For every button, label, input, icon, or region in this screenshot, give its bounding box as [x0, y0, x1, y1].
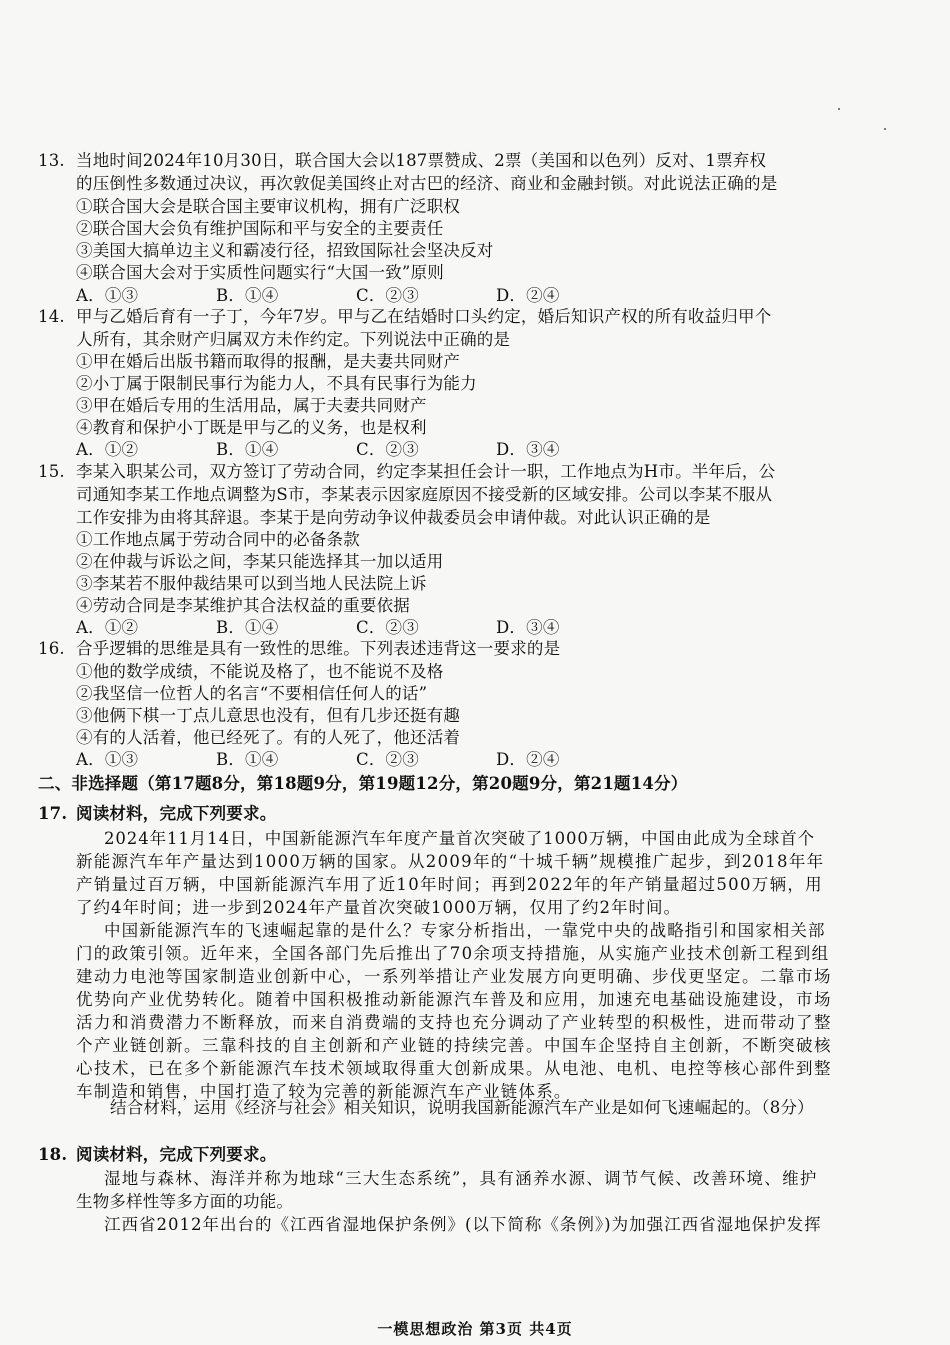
q15-item-2: ②在仲裁与诉讼之间，李某只能选择其一加以适用	[76, 552, 444, 571]
q16-stem-line1: 16. 合乎逻辑的思维是具有一致性的思维。下列表述违背这一要求的是	[38, 639, 561, 658]
q15-stem-line1: 15. 李某入职某公司，双方签订了劳动合同，约定李某担任会计一职，工作地点为H市。半年后，公	[38, 462, 776, 481]
q16-item-4: ④有的人活着，他已经死了。有的人死了，他还活着	[76, 728, 461, 747]
q18-para1-line1: 湿地与森林、海洋并称为地球“三大生态系统”，具有涵养水源、调节气候、改善环境、维护	[104, 1169, 818, 1188]
q13-stem-line2: 的压倒性多数通过决议，再次敦促美国终止对古巴的经济、商业和金融封锁。对此说法正确的是	[76, 174, 778, 193]
q14-item-2: ②小丁属于限制民事行为能力人，不具有民事行为能力	[76, 374, 477, 393]
q17-para2-line5: 活力和消费潜力不断释放，而来自消费端的支持也充分调动了产业转型的积极性，进而带动了整	[76, 1013, 832, 1032]
q16-option-d: D．②④	[496, 750, 560, 769]
q14-option-d: D．③④	[496, 440, 560, 459]
q17-para1-line1: 2024年11月14日，中国新能源汽车年度产量首次突破了1000万辆，中国由此成为全球首个	[104, 829, 815, 848]
q15-options	[76, 617, 560, 639]
q17-task: 结合材料，运用《经济与社会》相关知识，说明我国新能源汽车产业是如何飞速崛起的。（8分）	[110, 1098, 814, 1117]
q17-para1-line2: 新能源汽车年产量达到1000万辆的国家。从2009年的“十城千辆”规模推广起步，到2018年年	[76, 852, 825, 871]
q17-para1-line4: 了约4年时间；进一步到2024年产量首次突破1000万辆，仅用了约2年时间。	[76, 898, 681, 917]
q18-title: 18. 阅读材料，完成下列要求。	[38, 1145, 277, 1164]
q14-item-1: ①甲在婚后出版书籍而取得的报酬，是夫妻共同财产	[76, 352, 461, 371]
q14-stem-line1: 14. 甲与乙婚后育有一子丁，今年7岁。甲与乙在结婚时口头约定，婚后知识产权的所有收益归甲个	[38, 307, 772, 326]
q16-options	[76, 749, 560, 771]
q13-item-4: ④联合国大会对于实质性问题实行“大国一致”原则	[76, 263, 444, 282]
q14-item-4: ④教育和保护小丁既是甲与乙的义务，也是权利	[76, 418, 427, 437]
q17-para2-line6: 个产业链创新。三靠科技的自主创新和产业链的持续完善。中国车企坚持自主创新，不断突破核	[76, 1036, 832, 1055]
q17-para2-line7: 心技术，已在多个新能源汽车技术领域取得重大创新成果。从电池、电机、电控等核心部件到整	[76, 1059, 832, 1078]
q13-option-c: C．②③	[356, 286, 419, 305]
q16-option-a: A．①③	[76, 750, 139, 769]
q13-stem-line1: 13. 当地时间2024年10月30日，联合国大会以187票赞成、2票（美国和以色列）反对、1票弃权	[38, 151, 767, 170]
scan-speck	[838, 108, 840, 110]
q15-option-c: C．②③	[356, 618, 419, 637]
q15-stem-line3: 工作安排为由将其辞退。李某于是向劳动争议仲裁委员会申请仲裁。对此认识正确的是	[76, 508, 711, 527]
q13-option-b: B．①④	[216, 286, 279, 305]
q15-option-a: A．①②	[76, 618, 139, 637]
q16-option-b: B．①④	[216, 750, 279, 769]
q15-stem-line2: 司通知李某工作地点调整为S市，李某表示因家庭原因不接受新的区域安排。公司以李某不服从	[76, 485, 773, 504]
q13-option-a: A．①③	[76, 286, 139, 305]
q16-item-2: ②我坚信一位哲人的名言“不要相信任何人的话”	[76, 684, 428, 703]
q14-option-b: B．①④	[216, 440, 279, 459]
q14-options	[76, 439, 560, 461]
q17-para2-line1: 中国新能源汽车的飞速崛起靠的是什么？专家分析指出，一靠党中央的战略指引和国家相关部	[104, 921, 826, 940]
q13-item-2: ②联合国大会负有维护国际和平与安全的主要责任	[76, 219, 444, 238]
q16-item-1: ①他的数学成绩，不能说及格了，也不能说不及格	[76, 662, 444, 681]
q16-item-3: ③他俩下棋一丁点儿意思也没有，但有几步还挺有趣	[76, 706, 461, 725]
q15-item-4: ④劳动合同是李某维护其合法权益的重要依据	[76, 596, 410, 615]
q15-option-d: D．③④	[496, 618, 560, 637]
q17-para2-line2: 门的政策引领。近年来，全国各部门先后推出了70余项支持措施，从实施产业技术创新工程到组	[76, 944, 830, 963]
q14-option-a: A．①②	[76, 440, 139, 459]
section-2-heading: 二、非选择题（第17题8分，第18题9分，第19题12分，第20题9分，第21题14分）	[38, 774, 688, 793]
q13-option-d: D．②④	[496, 286, 560, 305]
q17-para2-line3: 建动力电池等国家制造业创新中心，一系列举措让产业发展方向更明确、步伐更坚定。二靠市场	[76, 967, 832, 986]
q17-para2-line4: 优势向产业优势转化。随着中国积极推动新能源汽车普及和应用，加速充电基础设施建设，市场	[76, 990, 832, 1009]
q13-item-3: ③美国大搞单边主义和霸凌行径，招致国际社会坚决反对	[76, 241, 494, 260]
q14-stem-line2: 人所有，其余财产归属双方未作约定。下列说法中正确的是	[76, 330, 511, 349]
q14-item-3: ③甲在婚后专用的生活用品，属于夫妻共同财产	[76, 396, 427, 415]
q16-option-c: C．②③	[356, 750, 419, 769]
q18-para2-line1: 江西省2012年出台的《江西省湿地保护条例》(以下简称《条例》)为加强江西省湿地保护发挥	[104, 1215, 822, 1234]
scan-speck	[884, 128, 886, 130]
q13-options	[76, 285, 560, 307]
q17-para1-line3: 产销量过百万辆，中国新能源汽车用了近10年时间；再到2022年的年产销量超过500万辆，用	[76, 875, 823, 894]
page-footer: 一模思想政治 第3页 共4页	[377, 1320, 573, 1338]
q17-para2-line8: 车制造和销售，中国打造了较为完善的新能源汽车产业链体系。	[76, 1082, 572, 1101]
q13-item-1: ①联合国大会是联合国主要审议机构，拥有广泛职权	[76, 197, 461, 216]
q18-para1-line2: 生物多样性等多方面的功能。	[76, 1192, 294, 1211]
q15-item-1: ①工作地点属于劳动合同中的必备条款	[76, 530, 360, 549]
q15-option-b: B．①④	[216, 618, 279, 637]
q17-title: 17. 阅读材料，完成下列要求。	[38, 804, 277, 823]
q15-item-3: ③李某若不服仲裁结果可以到当地人民法院上诉	[76, 574, 427, 593]
q14-option-c: C．②③	[356, 440, 419, 459]
